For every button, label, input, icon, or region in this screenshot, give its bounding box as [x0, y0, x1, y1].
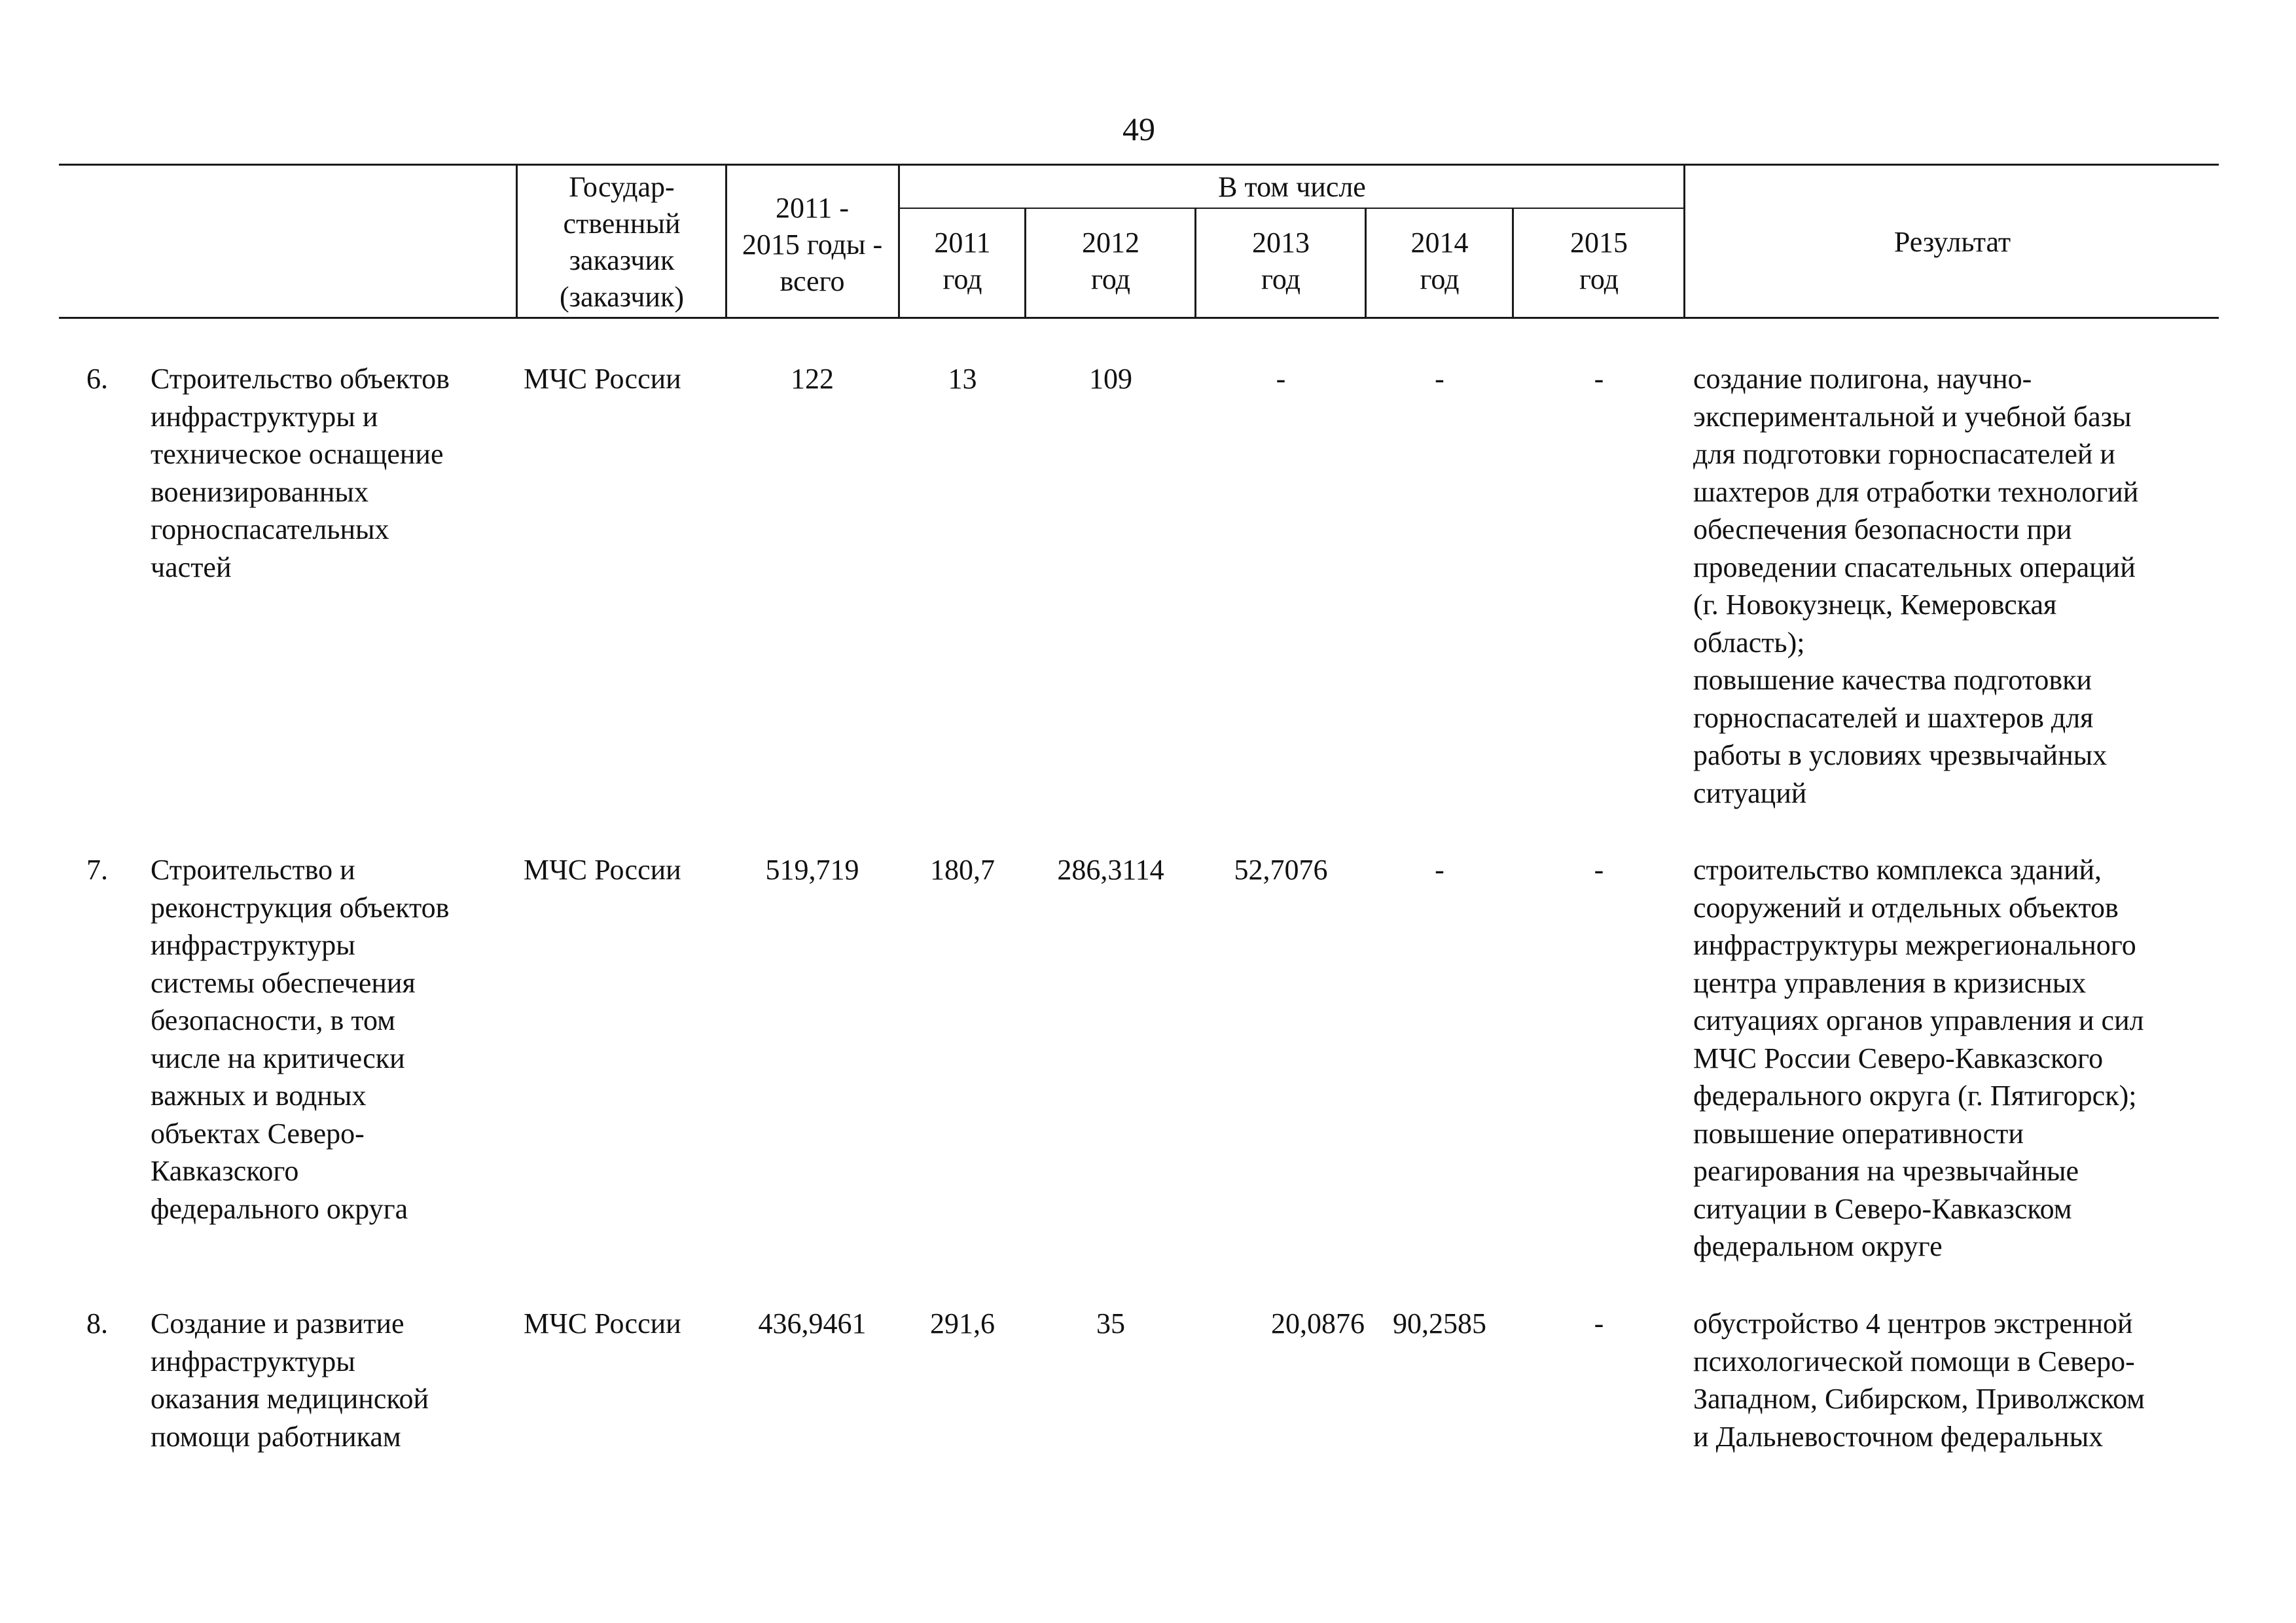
page-number: 49 — [1122, 111, 1155, 147]
row-total: 519,719 — [765, 854, 859, 886]
row-total: 436,9461 — [758, 1307, 867, 1340]
row-2012: 35 — [1096, 1307, 1125, 1340]
header-divider — [1365, 208, 1367, 318]
row-result: создание полигона, научно- экспериментальной и учебной базы для подготовки горноспасателей и шахтеров для отработки технологий обеспечения безопасности при проведении спасательных операций (г. Новокузнецк, Кемеровская область); повышение качества подготовки горноспасателей и шахтеров для работы в условиях чрезвычайных ситуаций — [1693, 363, 2139, 809]
header-including: В том числе — [1218, 171, 1366, 203]
header-total: 2011 - 2015 годы - всего — [742, 192, 883, 297]
header-divider — [1024, 208, 1026, 318]
row-2013: - — [1276, 363, 1286, 395]
table-top-rule — [59, 164, 2219, 166]
header-year-2011: 2011 год — [934, 227, 991, 295]
row-2014: - — [1435, 363, 1444, 395]
header-year-2014: 2014 год — [1410, 227, 1469, 295]
row-number: 7. — [86, 854, 108, 886]
row-2012: 109 — [1089, 363, 1132, 395]
row-2011: 291,6 — [930, 1307, 995, 1340]
row-number: 8. — [86, 1307, 108, 1340]
header-divider — [1683, 165, 1685, 318]
header-divider — [516, 165, 518, 318]
row-result: строительство комплекса зданий, сооружений и отдельных объектов инфраструктуры межрегионального центра управления в кризисных ситуациях органов управления и сил МЧС России Северо-Кавказского федерального округа (г. Пятигорск); повышение оперативности реагирования на чрезвычайные ситуации в Северо-Кавказском федеральном округе — [1693, 854, 2144, 1262]
header-year-2013: 2013 год — [1252, 227, 1310, 295]
row-name: Строительство объектов инфраструктуры и техническое оснащение военизированных горноспасательных частей — [151, 363, 450, 583]
row-total: 122 — [791, 363, 834, 395]
header-divider — [898, 165, 900, 318]
header-result: Результат — [1893, 226, 2011, 258]
row-2014: 90,2585 — [1393, 1307, 1486, 1340]
row-2014: - — [1435, 854, 1444, 886]
row-2011: 13 — [948, 363, 977, 395]
row-name: Создание и развитие инфраструктуры оказания медицинской помощи работникам — [151, 1307, 429, 1453]
row-number: 6. — [86, 363, 108, 395]
row-2013: 52,7076 — [1234, 854, 1328, 886]
header-year-2012: 2012 год — [1082, 227, 1139, 295]
header-divider — [725, 165, 727, 318]
row-customer: МЧС России — [524, 854, 681, 886]
header-bottom-rule — [59, 317, 2219, 319]
header-divider — [1194, 208, 1196, 318]
row-2015: - — [1594, 1307, 1604, 1340]
row-2015: - — [1594, 854, 1604, 886]
header-customer: Государ- ственный заказчик (заказчик) — [559, 171, 684, 313]
row-name: Строительство и реконструкция объектов инфраструктуры системы обеспечения безопасности, в том числе на критически важных и водных объектах Северо- Кавказского федерального округа — [151, 854, 450, 1225]
row-2013: 20,0876 — [1271, 1307, 1365, 1340]
row-customer: МЧС России — [524, 363, 681, 395]
row-result: обустройство 4 центров экстренной психологической помощи в Северо- Западном, Сибирском, Приволжском и Дальневосточном федеральных — [1693, 1307, 2145, 1453]
row-2012: 286,3114 — [1057, 854, 1164, 886]
row-2015: - — [1594, 363, 1604, 395]
header-divider — [1512, 208, 1514, 318]
row-2011: 180,7 — [930, 854, 995, 886]
header-year-2015: 2015 год — [1570, 227, 1628, 295]
row-customer: МЧС России — [524, 1307, 681, 1340]
subheader-rule — [898, 208, 1683, 209]
